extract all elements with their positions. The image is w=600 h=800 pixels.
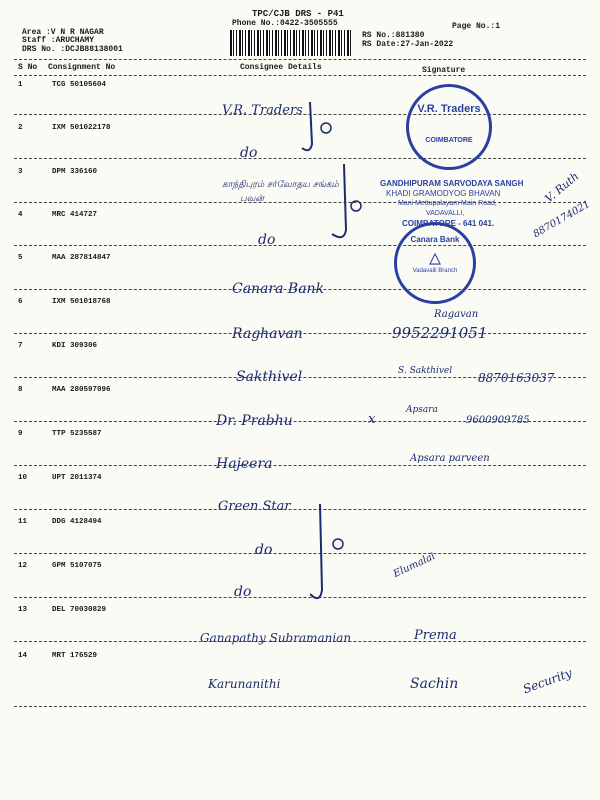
handwriting-green-star: Green Star <box>218 499 291 514</box>
row-14-consignment: MRT 176529 <box>52 652 98 660</box>
handwriting-vr-traders: V.R. Traders <box>222 103 303 118</box>
barcode <box>230 30 352 56</box>
handwriting-tamil-name-2: பவன் <box>240 194 265 204</box>
canara-stamp-branch: Vadavalli Branch <box>412 268 458 274</box>
row-11-consignment: DDG 4128494 <box>52 518 102 526</box>
mark-x: x <box>368 412 376 427</box>
drs-number: DRS No. :DCJB88138001 <box>22 45 123 54</box>
bracket-10 <box>310 500 350 610</box>
bracket-3 <box>330 160 370 250</box>
handwriting-hajeera: Hajeera <box>216 456 273 472</box>
row-7-no: 7 <box>18 342 23 350</box>
col-sno: S No <box>18 63 38 72</box>
page-number: Page No.:1 <box>452 22 501 31</box>
row-divider <box>14 706 586 707</box>
row-divider <box>14 245 586 246</box>
sig-sakthivel: S. Sakthivel <box>398 366 453 376</box>
col-consignment: Consignment No <box>48 63 116 72</box>
sig-apsara-parveen: Apsara parveen <box>410 453 490 464</box>
row-divider <box>14 597 586 598</box>
route-label: TPC/CJB DRS - P41 <box>252 9 344 19</box>
canara-stamp-label: Canara Bank <box>410 235 460 244</box>
row-14-no: 14 <box>18 652 28 660</box>
row-12-consignment: GPM 5107075 <box>52 562 102 570</box>
traders-stamp-label: V.R. Traders <box>417 103 481 115</box>
sig-apsara: Apsara <box>406 405 438 415</box>
sig-security: Security <box>521 665 574 697</box>
row-8-no: 8 <box>18 386 23 394</box>
row-1-no: 1 <box>18 81 23 89</box>
row-6-no: 6 <box>18 298 23 306</box>
row-3-consignment: DPM 336160 <box>52 168 98 176</box>
sarvodaya-line-2: KHADI GRAMODYOG BHAVAN <box>386 189 501 198</box>
handwriting-tamil-name: காந்திபுரம் சர்வோதய சங்கம் <box>222 180 339 190</box>
row-6-consignment: IXM 501018768 <box>52 298 111 306</box>
row-8-consignment: MAA 280597096 <box>52 386 111 394</box>
row-5-no: 5 <box>18 254 23 262</box>
columns-divider <box>14 75 586 76</box>
rs-date: RS Date:27-Jan-2022 <box>362 40 454 49</box>
area-label: Area :V N R NAGAR <box>22 28 104 37</box>
traders-stamp <box>406 84 492 170</box>
row-10-consignment: UPT 2011374 <box>52 474 102 482</box>
handwriting-karunanithi: Karunanithi <box>208 677 281 691</box>
phone-label: Phone No.:0422-3505555 <box>232 19 338 28</box>
row-5-consignment: MAA 287814847 <box>52 254 111 262</box>
phone-raghavan: 9952291051 <box>392 324 488 342</box>
header-divider <box>14 59 586 60</box>
sig-sachin: Sachin <box>410 676 459 692</box>
staff-label: Staff :ARUCHAMY <box>22 36 95 45</box>
phone-sakthivel: 8870163037 <box>478 371 555 385</box>
handwriting-ditto-12: do <box>234 584 252 600</box>
traders-stamp-city: COIMBATORE <box>425 137 473 144</box>
row-4-consignment: MRC 414727 <box>52 211 98 219</box>
col-consignee: Consignee Details <box>240 63 322 72</box>
canara-stamp-triangle-icon: △ <box>428 245 442 269</box>
row-2-no: 2 <box>18 124 23 132</box>
sig-raghavan: Ragavan <box>434 309 479 320</box>
handwriting-ditto-4: do <box>258 232 276 248</box>
row-9-no: 9 <box>18 430 23 438</box>
handwriting-prabhu: Dr. Prabhu <box>216 413 293 429</box>
phone-apsara: 9600909785 <box>466 415 530 426</box>
row-divider <box>14 465 586 466</box>
sig-elumalai: Elumalai <box>391 551 437 580</box>
sig-prema: Prema <box>414 628 457 643</box>
row-13-no: 13 <box>18 606 28 614</box>
side-signature: V. Ruth <box>542 169 582 206</box>
bracket-1 <box>300 98 340 158</box>
handwriting-ditto-11: do <box>255 542 273 558</box>
sarvodaya-line-1: GANDHIPURAM SARVODAYA SANGH <box>380 179 524 188</box>
col-signature: Signature <box>422 66 466 75</box>
handwriting-ditto-2: do <box>240 145 258 161</box>
row-divider <box>14 553 586 554</box>
sarvodaya-line-4: VADAVALLI, <box>426 210 465 217</box>
row-divider <box>14 158 586 159</box>
handwriting-ganapathy: Ganapathy Subramanian <box>200 631 352 645</box>
row-7-consignment: KDI 309306 <box>52 342 98 350</box>
row-9-consignment: TTP 5235587 <box>52 430 102 438</box>
row-11-no: 11 <box>18 518 28 526</box>
row-13-consignment: DEL 70030829 <box>52 606 107 614</box>
sarvodaya-line-3: Mani Mettupalayam Main Road, <box>398 200 497 207</box>
handwriting-raghavan: Raghavan <box>232 326 303 342</box>
row-divider <box>14 509 586 510</box>
row-1-consignment: TCG 50105604 <box>52 81 107 89</box>
row-3-no: 3 <box>18 168 23 176</box>
rs-number: RS No.:881380 <box>362 31 425 40</box>
sarvodaya-stamp <box>380 179 523 229</box>
handwriting-sakthivel: Sakthivel <box>236 369 303 385</box>
sarvodaya-line-5: COIMBATORE - 641 041. <box>402 219 495 228</box>
row-4-no: 4 <box>18 211 23 219</box>
row-12-no: 12 <box>18 562 28 570</box>
row-10-no: 10 <box>18 474 28 482</box>
canara-stamp <box>394 222 476 304</box>
side-phone: 8870174021 <box>531 198 593 241</box>
row-2-consignment: IXM 501022178 <box>52 124 111 132</box>
handwriting-canara: Canara Bank <box>232 281 325 297</box>
